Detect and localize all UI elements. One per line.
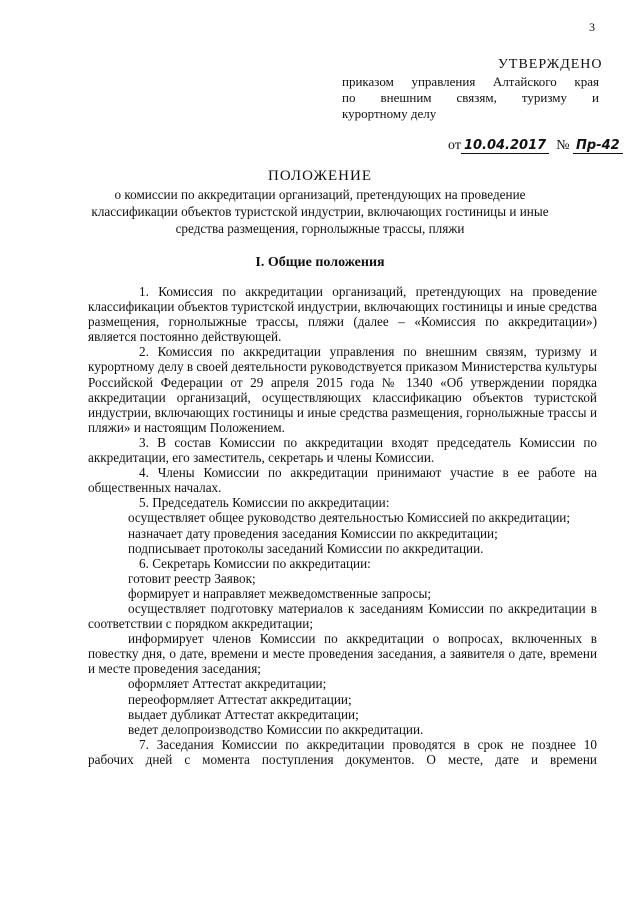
page-number: 3 — [589, 20, 595, 34]
handwritten-date: 10.04.2017 — [461, 138, 549, 154]
subtitle-line-1: о комиссии по аккредитации организаций, претендующих на проведение — [114, 187, 526, 202]
document-body — [88, 284, 597, 767]
paragraph-5: 5. Председатель Комиссии по аккредитации: — [139, 495, 390, 511]
secretary-duty-6: переоформляет Аттестат аккредитации; — [128, 691, 352, 707]
approval-block — [342, 74, 599, 122]
secretary-duty-1: готовит реестр Заявок; — [128, 570, 256, 586]
approval-line-2: по внешним связям, туризму и — [342, 90, 599, 105]
chair-duty-2: назначает дату проведения заседания Комиссии по аккредитации; — [128, 525, 498, 541]
secretary-duty-3: осуществляет подготовку материалов к заседаниям Комиссии по аккредитации в соответствии с порядком аккредитации; — [88, 600, 597, 632]
chair-duty-1: осуществляет общее руководство деятельностью Комиссией по аккредитации; — [128, 510, 570, 526]
paragraph-3: 3. В состав Комиссии по аккредитации входят председатель Комиссии по аккредитации, его заместитель, секретарь и члены Комиссии. — [88, 434, 597, 466]
secretary-duty-5: оформляет Аттестат аккредитации; — [128, 676, 327, 692]
document-title: ПОЛОЖЕНИЕ — [268, 168, 372, 184]
secretary-duty-7: выдает дубликат Аттестат аккредитации; — [128, 706, 359, 722]
date-prefix: от — [448, 138, 461, 153]
paragraph-7: 7. Заседания Комиссии по аккредитации проводятся в срок не позднее 10 рабочих дней с момента поступления документов. О месте, дате и времени — [88, 736, 597, 767]
document-subtitle — [80, 186, 560, 237]
paragraph-6: 6. Секретарь Комиссии по аккредитации: — [139, 555, 371, 571]
secretary-duty-4: информирует членов Комиссии по аккредитации о вопросах, включенных в повестку дня, о дате, времени и месте проведения заседания, а заявителя о дате, времени и месте проведения заседания; — [88, 631, 597, 677]
paragraph-2: 2. Комиссия по аккредитации управления по внешним связям, туризму и курортному делу в своей деятельности руководствуется приказом Министерства культуры Российской Федерации от 29 апреля 2015 года № 1340 «Об утверждении порядка аккредитации организаций, осуществляющих классификацию объектов туристской индустрии, включающих гостиницы и иные средства размещения, горнолыжные трассы и пляжи» и настоящим Положением. — [88, 344, 597, 435]
approval-line-1: приказом управления Алтайского края — [342, 74, 599, 89]
secretary-duty-8: ведет делопроизводство Комиссии по аккредитации. — [128, 721, 424, 737]
handwritten-number: Пр-42 — [573, 138, 623, 154]
secretary-duty-2: формирует и направляет межведомственные запросы; — [128, 585, 432, 601]
approval-line-3: курортному делу — [342, 106, 437, 121]
subtitle-line-3: средства размещения, горнолыжные трассы, пляжи — [175, 221, 465, 236]
section-heading: I. Общие положения — [255, 255, 385, 270]
number-prefix: № — [556, 138, 570, 153]
approval-title: УТВЕРЖДЕНО — [498, 57, 603, 72]
paragraph-1: 1. Комиссия по аккредитации организаций, претендующих на проведение классификации объектов туристской индустрии, включающих гостиницы и иные средства размещения, горнолыжные трассы, пляжи (далее – «Комиссия по аккредитации») является постоянно действующей. — [88, 284, 597, 345]
paragraph-4: 4. Члены Комиссии по аккредитации принимают участие в ее работе на общественных началах. — [88, 465, 597, 496]
subtitle-line-2: классификации объектов туристской индустрии, включающих гостиницы и иные — [91, 204, 549, 219]
chair-duty-3: подписывает протоколы заседаний Комиссии по аккредитации. — [128, 540, 484, 556]
order-line — [448, 138, 623, 154]
